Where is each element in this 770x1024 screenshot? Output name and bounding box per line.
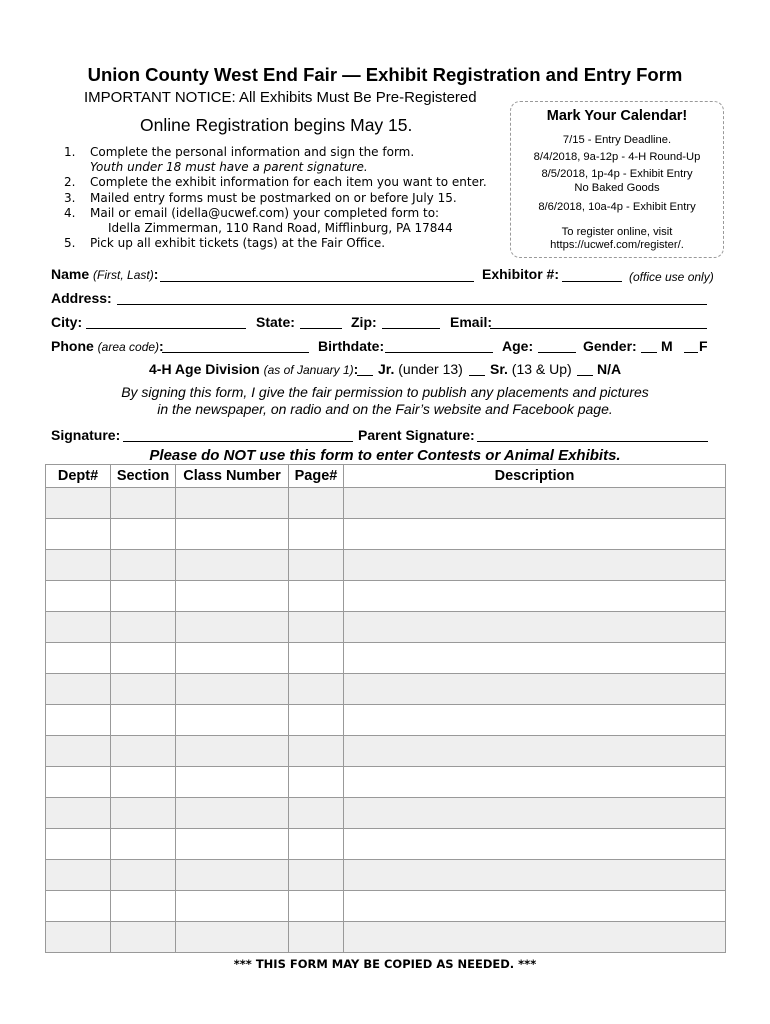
cell-class-number[interactable] <box>176 550 289 581</box>
name-label: Name (First, Last): <box>51 266 159 282</box>
instruction-item <box>52 175 522 190</box>
instruction-text: Complete the exhibit information for each item you want to enter. <box>90 175 487 190</box>
cell-section[interactable] <box>111 922 176 953</box>
calendar-line: No Baked Goods <box>574 182 660 194</box>
cell-description[interactable] <box>344 891 726 922</box>
cell-section[interactable] <box>111 550 176 581</box>
col-header-section: Section <box>111 465 176 488</box>
cell-dept[interactable] <box>46 767 111 798</box>
gender-f-label: F <box>699 338 708 354</box>
cell-dept[interactable] <box>46 860 111 891</box>
cell-class-number[interactable] <box>176 612 289 643</box>
cell-dept[interactable] <box>46 550 111 581</box>
gender-f-checkbox[interactable] <box>684 352 698 353</box>
gender-m-label: M <box>661 338 673 354</box>
col-header-description: Description <box>344 465 726 488</box>
cell-section[interactable] <box>111 488 176 519</box>
table-row <box>46 488 726 519</box>
instruction-number: 3. <box>64 190 76 205</box>
col-header-class-number: Class Number <box>176 465 289 488</box>
cell-page[interactable] <box>289 891 344 922</box>
name-note: (First, Last) <box>93 268 154 282</box>
phone-field[interactable] <box>162 352 309 353</box>
col-header-page: Page# <box>289 465 344 488</box>
instructions-list <box>52 145 522 251</box>
cell-dept[interactable] <box>46 798 111 829</box>
cell-description[interactable] <box>344 488 726 519</box>
birthdate-field[interactable] <box>385 352 493 353</box>
city-label: City: <box>51 314 83 330</box>
cell-description[interactable] <box>344 860 726 891</box>
cell-page[interactable] <box>289 705 344 736</box>
jr-note: (under 13) <box>398 361 463 377</box>
cell-page[interactable] <box>289 736 344 767</box>
table-row <box>46 643 726 674</box>
calendar-title: Mark Your Calendar! <box>546 108 688 124</box>
table-row <box>46 860 726 891</box>
cell-dept[interactable] <box>46 922 111 953</box>
cell-section[interactable] <box>111 519 176 550</box>
instruction-number: 2. <box>64 175 76 190</box>
cell-description[interactable] <box>344 550 726 581</box>
calendar-line: 8/5/2018, 1p-4p - Exhibit Entry <box>541 168 693 180</box>
email-field[interactable] <box>490 328 707 329</box>
instruction-subtext: Idella Zimmerman, 110 Rand Road, Mifflinburg, PA 17844 <box>108 221 453 236</box>
sr-checkbox[interactable] <box>469 375 485 376</box>
table-row <box>46 891 726 922</box>
age-label: Age: <box>502 338 534 354</box>
cell-page[interactable] <box>289 860 344 891</box>
cell-page[interactable] <box>289 767 344 798</box>
cell-section[interactable] <box>111 705 176 736</box>
cell-page[interactable] <box>289 643 344 674</box>
cell-section[interactable] <box>111 860 176 891</box>
calendar-box <box>510 101 724 258</box>
cell-page[interactable] <box>289 612 344 643</box>
phone-label: Phone (area code): <box>51 338 164 354</box>
cell-class-number[interactable] <box>176 829 289 860</box>
cell-description[interactable] <box>344 643 726 674</box>
cell-class-number[interactable] <box>176 922 289 953</box>
instruction-number: 1. <box>64 145 76 159</box>
sr-note: (13 & Up) <box>511 361 572 377</box>
instruction-item <box>52 145 522 175</box>
cell-dept[interactable] <box>46 736 111 767</box>
warning-text: Please do NOT use this form to enter Contests or Animal Exhibits. <box>149 447 621 464</box>
calendar-line: 7/15 - Entry Deadline. <box>562 134 672 146</box>
cell-page[interactable] <box>289 519 344 550</box>
calendar-line: 8/6/2018, 10a-4p - Exhibit Entry <box>538 201 696 213</box>
calendar-line: 8/4/2018, 9a-12p - 4-H Round-Up <box>533 151 701 163</box>
cell-page[interactable] <box>289 922 344 953</box>
cell-description[interactable] <box>344 736 726 767</box>
cell-description[interactable] <box>344 922 726 953</box>
instruction-number: 4. <box>64 205 76 220</box>
cell-section[interactable] <box>111 643 176 674</box>
gender-label: Gender: <box>583 338 637 354</box>
instruction-item <box>52 206 522 236</box>
consent-line: in the newspaper, on radio and on the Fair’s website and Facebook page. <box>157 401 613 417</box>
entry-table <box>45 464 726 953</box>
cell-class-number[interactable] <box>176 488 289 519</box>
cell-dept[interactable] <box>46 674 111 705</box>
important-notice: IMPORTANT NOTICE: All Exhibits Must Be Pre-Registered <box>84 89 477 106</box>
cell-dept[interactable] <box>46 612 111 643</box>
cell-page[interactable] <box>289 674 344 705</box>
instruction-item <box>52 191 522 206</box>
cell-section[interactable] <box>111 767 176 798</box>
na-label: N/A <box>597 361 622 377</box>
table-row <box>46 829 726 860</box>
signature-label: Signature: <box>51 427 121 443</box>
parent-signature-field[interactable] <box>477 441 708 442</box>
register-line: To register online, visit <box>561 226 673 238</box>
table-row <box>46 798 726 829</box>
cell-section[interactable] <box>111 674 176 705</box>
cell-class-number[interactable] <box>176 767 289 798</box>
instruction-subtext: Youth under 18 must have a parent signature. <box>90 160 368 175</box>
cell-dept[interactable] <box>46 643 111 674</box>
footer-note: *** THIS FORM MAY BE COPIED AS NEEDED. *** <box>233 957 537 971</box>
cell-dept[interactable] <box>46 829 111 860</box>
phone-note: (area code) <box>97 340 160 354</box>
cell-class-number[interactable] <box>176 891 289 922</box>
register-online-text <box>511 226 723 252</box>
cell-description[interactable] <box>344 519 726 550</box>
gender-m-checkbox[interactable] <box>641 352 657 353</box>
exhibitor-note: (office use only) <box>629 270 714 284</box>
address-field[interactable] <box>117 304 707 305</box>
cell-section[interactable] <box>111 612 176 643</box>
city-field[interactable] <box>86 328 246 329</box>
cell-description[interactable] <box>344 674 726 705</box>
cell-class-number[interactable] <box>176 798 289 829</box>
zip-label: Zip: <box>351 314 377 330</box>
cell-dept[interactable] <box>46 705 111 736</box>
consent-line: By signing this form, I give the fair permission to publish any placements and pictures <box>121 384 649 400</box>
cell-class-number[interactable] <box>176 860 289 891</box>
table-row <box>46 581 726 612</box>
cell-page[interactable] <box>289 550 344 581</box>
cell-description[interactable] <box>344 798 726 829</box>
table-row <box>46 550 726 581</box>
table-header-row <box>46 465 726 488</box>
sr-label: Sr. (13 & Up) <box>490 361 572 377</box>
table-row <box>46 519 726 550</box>
cell-class-number[interactable] <box>176 674 289 705</box>
exhibitor-note-wrap <box>629 268 714 284</box>
na-checkbox[interactable] <box>577 375 593 376</box>
cell-class-number[interactable] <box>176 736 289 767</box>
table-row <box>46 705 726 736</box>
cell-section[interactable] <box>111 798 176 829</box>
cell-section[interactable] <box>111 891 176 922</box>
instruction-text: Mail or email (idella@ucwef.com) your completed form to: <box>90 205 440 220</box>
age-field[interactable] <box>538 352 576 353</box>
cell-dept[interactable] <box>46 891 111 922</box>
cell-class-number[interactable] <box>176 581 289 612</box>
online-registration-notice: Online Registration begins May 15. <box>140 115 413 135</box>
signature-field[interactable] <box>123 441 353 442</box>
table-row <box>46 736 726 767</box>
table-row <box>46 922 726 953</box>
cell-description[interactable] <box>344 829 726 860</box>
table-row <box>46 767 726 798</box>
cell-page[interactable] <box>289 581 344 612</box>
name-field[interactable] <box>160 281 474 282</box>
cell-dept[interactable] <box>46 581 111 612</box>
entry-rows <box>46 488 726 953</box>
cell-class-number[interactable] <box>176 519 289 550</box>
cell-description[interactable] <box>344 767 726 798</box>
cell-description[interactable] <box>344 612 726 643</box>
instruction-text: Mailed entry forms must be postmarked on or before July 15. <box>90 190 457 205</box>
form-title: Union County West End Fair — Exhibit Registration and Entry Form <box>87 64 683 85</box>
exhibitor-number-field[interactable] <box>562 281 622 282</box>
instruction-text: Pick up all exhibit tickets (tags) at the Fair Office. <box>90 236 386 251</box>
instruction-text: Complete the personal information and sign the form. <box>90 145 415 159</box>
jr-checkbox[interactable] <box>357 375 373 376</box>
table-row <box>46 674 726 705</box>
parent-signature-label: Parent Signature: <box>358 427 475 443</box>
instruction-number: 5. <box>64 236 76 251</box>
cell-section[interactable] <box>111 581 176 612</box>
state-field[interactable] <box>300 328 342 329</box>
table-row <box>46 612 726 643</box>
cell-section[interactable] <box>111 736 176 767</box>
cell-page[interactable] <box>289 798 344 829</box>
jr-label: Jr. (under 13) <box>378 361 463 377</box>
cell-class-number[interactable] <box>176 705 289 736</box>
register-url[interactable]: https://ucwef.com/register/. <box>550 239 684 251</box>
col-header-dept: Dept# <box>46 465 111 488</box>
division-label: 4-H Age Division (as of January 1): <box>149 361 359 377</box>
cell-class-number[interactable] <box>176 643 289 674</box>
state-label: State: <box>256 314 295 330</box>
cell-dept[interactable] <box>46 519 111 550</box>
zip-field[interactable] <box>382 328 440 329</box>
birthdate-label: Birthdate: <box>318 338 385 354</box>
email-label: Email: <box>450 314 493 330</box>
cell-page[interactable] <box>289 488 344 519</box>
address-label: Address: <box>51 290 112 306</box>
cell-dept[interactable] <box>46 488 111 519</box>
cell-description[interactable] <box>344 705 726 736</box>
instruction-item <box>52 236 522 251</box>
cell-section[interactable] <box>111 829 176 860</box>
cell-description[interactable] <box>344 581 726 612</box>
division-note: (as of January 1) <box>263 363 354 377</box>
consent-text <box>0 384 770 418</box>
exhibitor-label: Exhibitor #: <box>482 266 560 282</box>
cell-page[interactable] <box>289 829 344 860</box>
